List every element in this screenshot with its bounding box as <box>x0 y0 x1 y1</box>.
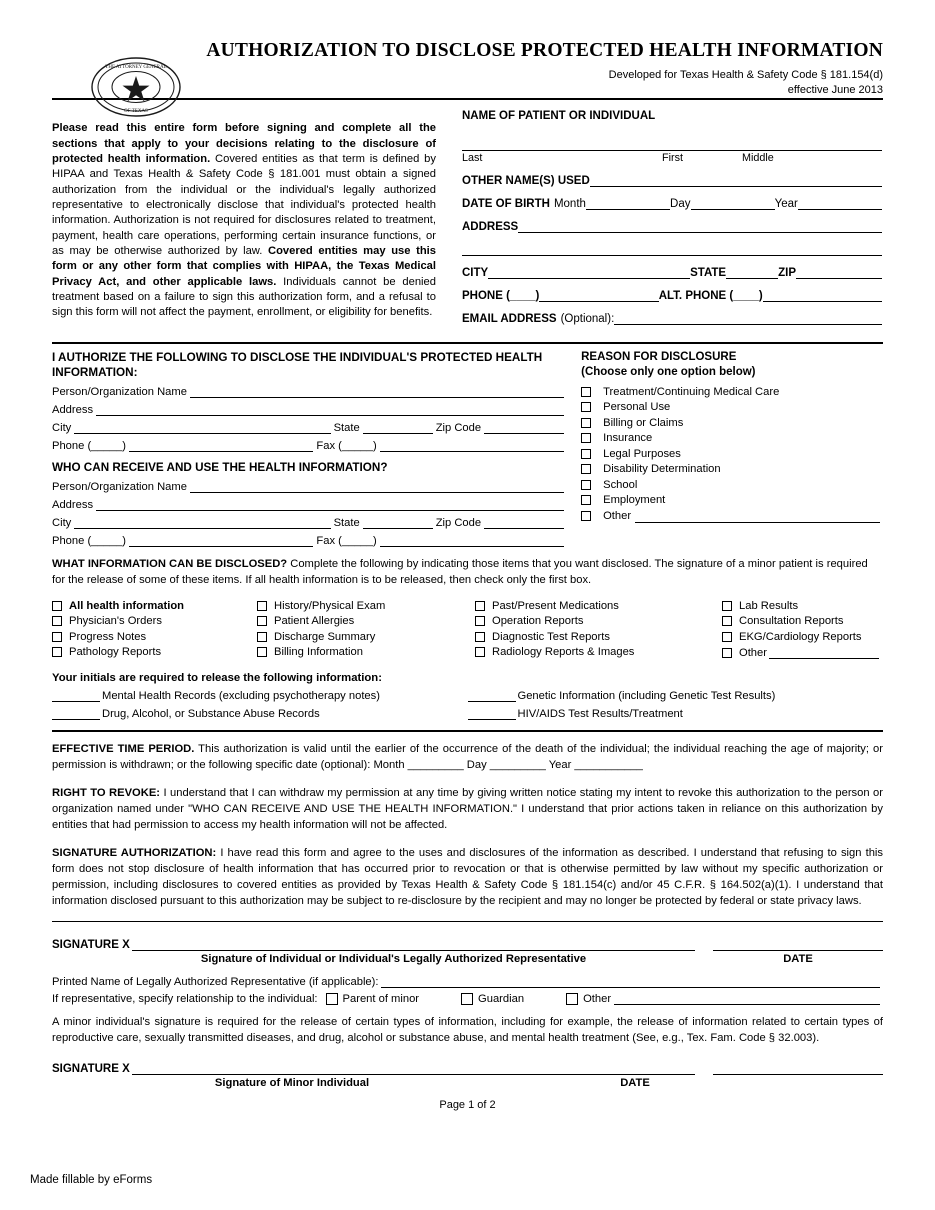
right-to-revoke <box>52 785 883 834</box>
phone-input[interactable] <box>539 288 658 302</box>
checkbox-icon[interactable] <box>581 433 591 443</box>
info-item-pathology-reports[interactable] <box>52 646 257 658</box>
reason-option-employment[interactable] <box>581 494 883 506</box>
authorize-heading <box>52 350 567 380</box>
recipient-phone-label: Phone (_____) <box>52 535 127 548</box>
checkbox-icon[interactable] <box>52 647 62 657</box>
header-subtitle-line1: Developed for Texas Health & Safety Code § 181.154(d) <box>608 69 883 81</box>
state-label: STATE <box>690 267 727 279</box>
discloser-org-input[interactable] <box>190 385 564 398</box>
reason-other-input[interactable] <box>635 510 880 523</box>
city-state-zip-row <box>462 265 882 279</box>
discloser-fax-label: Fax (_____) <box>316 440 377 453</box>
reason-for-disclosure <box>581 350 883 548</box>
reason-option-label: Legal Purposes <box>603 447 681 460</box>
info-item-label: Diagnostic Test Reports <box>492 630 610 643</box>
phone-label: PHONE (____) <box>462 290 540 302</box>
checkbox-icon[interactable] <box>52 616 62 626</box>
info-item-billing-information[interactable] <box>257 646 475 658</box>
recipient-fax-input[interactable] <box>380 534 564 547</box>
authorize-heading-line2: INFORMATION: <box>52 366 138 380</box>
recipient-phone-input[interactable] <box>129 534 313 547</box>
discloser-org-row <box>52 385 567 398</box>
revoke-text: I understand that I can withdraw my permission at any time by giving written notice stating my intent to revoke this authorization to the person or organization named under "WHO CAN RECEIVE AND USE THE HEALTH INFORMATION." I understand that prior actions taken in reliance on this authorization by entities that had permission to access my health information will not be affected. <box>52 786 883 832</box>
dob-year-label: Year <box>774 198 798 210</box>
reason-option-label: School <box>603 478 638 491</box>
relationship-option-parent: Parent of minor <box>342 992 420 1005</box>
recipient-heading: WHO CAN RECEIVE AND USE THE HEALTH INFORMATION? <box>52 461 388 475</box>
info-item-patient-allergies[interactable] <box>257 615 475 627</box>
info-item-discharge-summary[interactable] <box>257 631 475 643</box>
initials-label: HIV/AIDS Test Results/Treatment <box>517 707 683 720</box>
recipient-fax-label: Fax (_____) <box>316 535 377 548</box>
minor-signature-label: SIGNATURE X <box>52 1063 130 1076</box>
other-names-input[interactable] <box>590 173 882 187</box>
signature-row <box>52 936 883 951</box>
minor-signature-date-input[interactable] <box>713 1060 883 1075</box>
zip-input[interactable] <box>796 265 882 279</box>
info-item-label: Progress Notes <box>69 630 147 643</box>
alt-phone-label: ALT. PHONE (____) <box>658 290 763 302</box>
checkbox-icon[interactable] <box>257 601 267 611</box>
discloser-city-label: City <box>52 422 72 435</box>
signature-authorization <box>52 845 883 910</box>
what-info-text: Complete the following by indicating those items that you want disclosed. The signature of a minor patient is required for the release of some of these items. If all health information is to be released, then check only the first box. <box>52 558 868 587</box>
signature-captions <box>52 953 883 965</box>
document-header <box>52 0 883 114</box>
section-divider-2 <box>52 730 883 732</box>
info-item-label: Pathology Reports <box>69 646 162 659</box>
checkbox-icon[interactable] <box>257 647 267 657</box>
state-seal-icon <box>90 56 182 118</box>
what-info-bold: WHAT INFORMATION CAN BE DISCLOSED? <box>52 558 288 571</box>
other-names-row <box>462 173 882 187</box>
email-optional-label: (Optional): <box>560 313 615 325</box>
reason-option-personal-use[interactable] <box>581 401 883 413</box>
checkbox-icon[interactable] <box>52 601 62 611</box>
patient-name-input[interactable] <box>462 122 882 151</box>
reason-option-label: Disability Determination <box>603 463 721 476</box>
email-row <box>462 311 882 325</box>
discloser-city-input[interactable] <box>74 421 330 434</box>
intro-body1: Covered entities as that term is defined by HIPAA and Texas Health & Safety Code § 181.001 must obtain a signed authorization from the individual or the individual's legally authorized representative to electronically disclose that individual's protected health information. Authorization is not required for disclosures related to treatment, payment, health care operations, performing certain insurance functions, or as may be otherwise authorized by law. <box>52 152 436 257</box>
discloser-city-row <box>52 421 567 434</box>
checkbox-icon[interactable] <box>722 601 732 611</box>
info-item-label: Radiology Reports & Images <box>492 646 635 659</box>
initials-genetic[interactable] <box>468 689 884 702</box>
signature-label: SIGNATURE X <box>52 938 130 951</box>
info-item-diagnostic-test-reports[interactable] <box>475 631 722 643</box>
minor-signature-input[interactable] <box>132 1060 695 1075</box>
recipient-city-label: City <box>52 517 72 530</box>
information-checkbox-grid <box>52 600 883 663</box>
checkbox-icon-guardian[interactable] <box>461 993 473 1005</box>
checkbox-icon[interactable] <box>581 418 591 428</box>
info-item-label: All health information <box>69 599 184 612</box>
initials-label: Drug, Alcohol, or Substance Abuse Records <box>102 707 320 720</box>
intro-bold-mid: Covered entities may use this form or any other form that complies with HIPAA, the Texas Medical Privacy Act, and other applicable laws. <box>52 244 436 288</box>
initials-heading: Your initials are required to release the following information: <box>52 671 382 684</box>
reason-option-school[interactable] <box>581 479 883 491</box>
info-item-label: Discharge Summary <box>274 630 376 643</box>
label-first: First <box>662 152 683 164</box>
info-item-label: Physician's Orders <box>69 615 162 628</box>
signature-date-input[interactable] <box>713 936 883 951</box>
other-names-label: OTHER NAME(S) USED <box>462 175 590 187</box>
reason-option-billing[interactable] <box>581 417 883 429</box>
reason-options <box>581 386 883 523</box>
recipient-address-label: Address <box>52 499 94 512</box>
intro-body2: Individuals cannot be denied treatment based on a failure to sign this authorization form, and a refusal to sign this form will not affect the payment, enrollment, or eligibility for benefits. <box>52 275 436 319</box>
info-item-label: Consultation Reports <box>739 615 844 628</box>
discloser-state-label: State <box>333 422 360 435</box>
patient-name-sublabels <box>462 152 882 164</box>
info-item-radiology-reports[interactable] <box>475 646 722 658</box>
signature-input[interactable] <box>132 936 695 951</box>
info-item-label: Operation Reports <box>492 615 584 628</box>
info-item-medications[interactable] <box>475 600 722 612</box>
printed-name-label: Printed Name of Legally Authorized Representative (if applicable): <box>52 975 379 988</box>
signature-date-caption: DATE <box>783 952 813 965</box>
minor-signature-row <box>52 1060 883 1075</box>
state-input[interactable] <box>726 265 778 279</box>
checkbox-icon-other[interactable] <box>566 993 578 1005</box>
info-item-label: Patient Allergies <box>274 615 355 628</box>
initials-input[interactable] <box>468 689 516 702</box>
relationship-row <box>52 992 883 1005</box>
address-input-2[interactable] <box>462 242 882 256</box>
printed-name-row <box>52 975 883 988</box>
info-item-other[interactable] <box>722 646 882 659</box>
recipient-state-label: State <box>333 517 360 530</box>
initials-input[interactable] <box>52 689 100 702</box>
discloser-org-label: Person/Organization Name <box>52 386 187 399</box>
recipient-city-row <box>52 516 567 529</box>
address-row-2 <box>462 242 882 256</box>
checkbox-icon[interactable] <box>475 601 485 611</box>
checkbox-icon[interactable] <box>581 402 591 412</box>
initials-label: Mental Health Records (excluding psychotherapy notes) <box>102 689 380 702</box>
info-item-physicians-orders[interactable] <box>52 615 257 627</box>
recipient-org-label: Person/Organization Name <box>52 481 187 494</box>
authorize-left <box>52 350 581 548</box>
reason-option-label: Other <box>603 510 632 523</box>
city-input[interactable] <box>488 265 690 279</box>
info-column-1 <box>52 600 257 663</box>
alt-phone-input[interactable] <box>763 288 882 302</box>
page-number: Page 1 of 2 <box>439 1099 496 1112</box>
discloser-address-row <box>52 403 567 416</box>
made-by-credit: Made fillable by eForms <box>30 1174 153 1186</box>
initials-input[interactable] <box>468 707 516 720</box>
discloser-address-label: Address <box>52 404 94 417</box>
recipient-org-row <box>52 480 567 493</box>
section-divider-1 <box>52 342 883 344</box>
info-item-lab-results[interactable] <box>722 600 882 612</box>
info-column-2 <box>257 600 475 663</box>
reason-title-line2: (Choose only one option below) <box>581 365 756 378</box>
info-item-operation-reports[interactable] <box>475 615 722 627</box>
patient-column <box>452 110 882 332</box>
label-middle: Middle <box>742 152 774 164</box>
sig-auth-bold: SIGNATURE AUTHORIZATION: <box>52 846 217 859</box>
address-row <box>462 219 882 233</box>
intro-bold-lead: Please read this entire form before signing and complete all the sections that apply to your decisions relating to the disclosure of protected health information. <box>52 122 436 165</box>
discloser-zip-label: Zip Code <box>435 422 482 435</box>
checkbox-icon[interactable] <box>475 632 485 642</box>
initials-hiv[interactable] <box>468 707 884 720</box>
checkbox-icon[interactable] <box>475 616 485 626</box>
revoke-bold: RIGHT TO REVOKE: <box>52 786 161 799</box>
sig-auth-text: I have read this form and agree to the uses and disclosures of the information as described. I understand that refusing to sign this form does not stop disclosure of health information that has occurred prior to revocation or that is otherwise permitted by law without my specific authorization or permission, including disclosures to covered entities as provided by Texas Health & Safety Code § 181.154(c) and/or 45 C.F.R. § 164.502(a)(1). I understand that information disclosed pursuant to this authorization may be subject to re-disclosure by the recipient and may no longer be protected by federal or state privacy laws. <box>52 846 883 908</box>
recipient-zip-label: Zip Code <box>435 517 482 530</box>
minor-signature-captions <box>52 1077 883 1089</box>
checkbox-icon[interactable] <box>581 511 591 521</box>
info-item-label: Billing Information <box>274 646 363 659</box>
info-item-label: History/Physical Exam <box>274 599 386 612</box>
info-item-ekg-cardiology[interactable] <box>722 631 882 643</box>
initials-substance-abuse[interactable] <box>52 707 468 720</box>
reason-option-legal[interactable] <box>581 448 883 460</box>
relationship-label: If representative, specify relationship to the individual: <box>52 992 318 1005</box>
info-item-all-health[interactable] <box>52 600 257 612</box>
reason-title-line1: REASON FOR DISCLOSURE <box>581 350 737 363</box>
svg-text:OF TEXAS: OF TEXAS <box>124 109 148 114</box>
checkbox-icon[interactable] <box>581 480 591 490</box>
effective-time-period <box>52 741 883 773</box>
reason-option-label: Insurance <box>603 432 653 445</box>
initials-label: Genetic Information (including Genetic Test Results) <box>517 689 776 702</box>
recipient-zip-input[interactable] <box>484 516 564 529</box>
discloser-phone-label: Phone (_____) <box>52 440 127 453</box>
reason-option-label: Treatment/Continuing Medical Care <box>603 385 780 398</box>
info-item-label: Other <box>739 646 767 659</box>
city-label: CITY <box>462 267 489 279</box>
info-item-history-physical[interactable] <box>257 600 475 612</box>
relationship-option-guardian: Guardian <box>478 992 525 1005</box>
authorize-heading-line1: I AUTHORIZE THE FOLLOWING TO DISCLOSE THE INDIVIDUAL'S PROTECTED HEALTH <box>52 350 543 364</box>
page-title: AUTHORIZATION TO DISCLOSE PROTECTED HEALTH INFORMATION <box>206 40 883 61</box>
recipient-address-row <box>52 498 567 511</box>
info-item-label: Lab Results <box>739 599 799 612</box>
dob-label: DATE OF BIRTH <box>462 198 550 210</box>
label-last: Last <box>462 152 483 164</box>
checkbox-icon[interactable] <box>722 616 732 626</box>
discloser-address-input[interactable] <box>96 403 564 416</box>
phone-row <box>462 288 882 302</box>
reason-option-disability[interactable] <box>581 463 883 475</box>
initials-row-1 <box>52 689 883 702</box>
dob-month-label: Month <box>553 198 586 210</box>
email-label: EMAIL ADDRESS <box>462 313 557 325</box>
relationship-other-input[interactable] <box>614 992 880 1005</box>
dob-month-input[interactable] <box>586 196 670 210</box>
reason-option-label: Billing or Claims <box>603 416 684 429</box>
minor-signature-note: A minor individual's signature is required for the release of certain types of information, including for example, the release of information related to certain types of reproductive care, sexually transmitted diseases, and drug, alcohol or substance abuse, and mental health treatment (See, e.g., Tex. Fam. Code § 32.003). <box>52 1015 883 1044</box>
checkbox-icon[interactable] <box>257 616 267 626</box>
initials-row-2 <box>52 707 883 720</box>
minor-signature-date-caption: DATE <box>620 1077 650 1090</box>
checkbox-icon-parent[interactable] <box>326 993 338 1005</box>
recipient-state-input[interactable] <box>363 516 433 529</box>
address-label: ADDRESS <box>462 221 519 233</box>
reason-option-insurance[interactable] <box>581 432 883 444</box>
intro-paragraph <box>52 121 436 320</box>
zip-label: ZIP <box>778 267 796 279</box>
dob-row <box>462 196 882 210</box>
header-subtitle-line2: effective June 2013 <box>787 83 883 96</box>
what-info-paragraph <box>52 557 883 588</box>
svg-text:THE ATTORNEY GENERAL: THE ATTORNEY GENERAL <box>105 65 167 70</box>
discloser-fax-input[interactable] <box>380 439 564 452</box>
info-item-other-input[interactable] <box>769 646 879 659</box>
checkbox-icon[interactable] <box>475 647 485 657</box>
checkbox-icon[interactable] <box>722 632 732 642</box>
section-divider-3 <box>52 921 883 922</box>
info-column-4 <box>722 600 882 663</box>
recipient-address-input[interactable] <box>96 498 564 511</box>
reason-option-other[interactable] <box>581 510 883 523</box>
info-item-label: Past/Present Medications <box>492 599 619 612</box>
address-input[interactable] <box>518 219 882 233</box>
checkbox-icon[interactable] <box>52 632 62 642</box>
info-item-label: EKG/Cardiology Reports <box>739 630 862 643</box>
recipient-org-input[interactable] <box>190 480 564 493</box>
recipient-city-input[interactable] <box>74 516 330 529</box>
checkbox-icon[interactable] <box>581 464 591 474</box>
recipient-phone-row <box>52 534 567 547</box>
checkbox-icon[interactable] <box>722 648 732 658</box>
dob-day-input[interactable] <box>691 196 775 210</box>
reason-option-label: Employment <box>603 494 666 507</box>
info-item-consultation-reports[interactable] <box>722 615 882 627</box>
effective-text: This authorization is valid until the earlier of the occurrence of the death of the individual; the individual reaching the age of majority; or permission is withdrawn; or the following specific date (optional): Month _________ Day _________ Year ___________ <box>52 742 883 772</box>
checkbox-icon[interactable] <box>257 632 267 642</box>
dob-day-label: Day <box>670 198 691 210</box>
effective-bold: EFFECTIVE TIME PERIOD. <box>52 742 195 755</box>
intro-column <box>52 110 452 332</box>
authorize-section <box>52 350 883 548</box>
checkbox-icon[interactable] <box>581 495 591 505</box>
initials-input[interactable] <box>52 707 100 720</box>
patient-heading: NAME OF PATIENT OR INDIVIDUAL <box>462 110 656 122</box>
reason-title <box>581 350 883 380</box>
discloser-zip-input[interactable] <box>484 421 564 434</box>
discloser-phone-row <box>52 439 567 452</box>
dob-year-input[interactable] <box>798 196 882 210</box>
printed-name-input[interactable] <box>381 975 880 988</box>
discloser-state-input[interactable] <box>363 421 433 434</box>
printed-name-block <box>52 975 883 1005</box>
relationship-option-other: Other <box>583 992 612 1005</box>
minor-signature-caption: Signature of Minor Individual <box>214 1077 370 1090</box>
email-input[interactable] <box>614 311 882 325</box>
info-column-3 <box>475 600 722 663</box>
reason-option-label: Personal Use <box>603 401 671 414</box>
intro-and-patient-section <box>52 110 883 332</box>
checkbox-icon[interactable] <box>581 449 591 459</box>
reason-option-treatment[interactable] <box>581 386 883 398</box>
checkbox-icon[interactable] <box>581 387 591 397</box>
info-item-progress-notes[interactable] <box>52 631 257 643</box>
initials-mental-health[interactable] <box>52 689 468 702</box>
signature-caption: Signature of Individual or Individual's Legally Authorized Representative <box>200 952 587 965</box>
discloser-phone-input[interactable] <box>129 439 313 452</box>
